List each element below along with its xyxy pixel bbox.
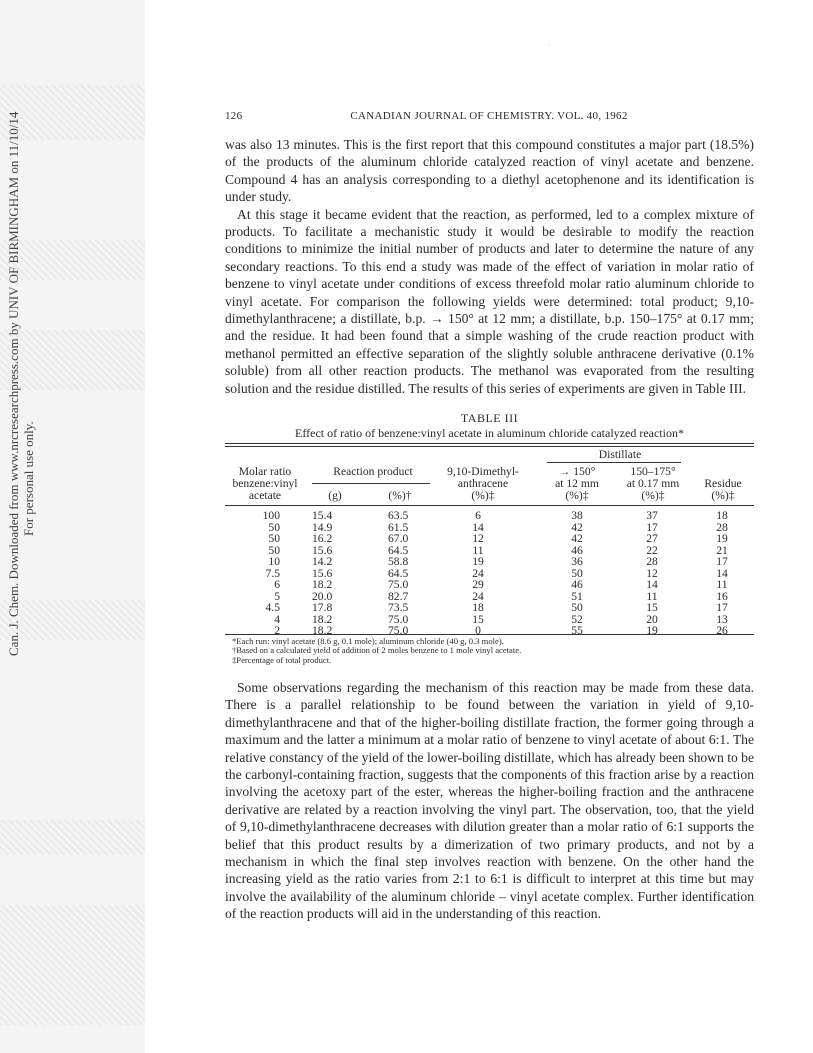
table-cell: 19 [472,555,484,568]
download-watermark [6,112,36,656]
margin-speckle [0,820,145,855]
header-dimethylanthracene: 9,10-Dimethyl- anthracene (%)‡ [447,465,519,502]
table-cell: 75.0 [388,578,409,591]
watermark-line-2: For personal use only. [21,421,36,536]
table-cell: 58.8 [388,555,409,568]
table-cell: 12 [472,532,484,545]
table-cell: 26 [716,624,728,637]
table-cell: 15 [472,612,484,626]
table-cell: 67.0 [388,532,409,545]
table-cell: 20 [646,612,658,626]
table-cell: 17 [716,601,728,614]
footnote: ‡Percentage of total product. [232,654,332,665]
table-cell: 36 [571,555,583,568]
table-cell: 64.5 [388,543,409,557]
table-cell: 14.9 [312,520,333,534]
table-cell: 13 [716,612,728,626]
paragraph: was also 13 minutes. This is the first report that this compound constitutes a major part (18.5%) of the products of the aluminum chloride catalyzed reaction of vinyl acetate and benzene. Compound 4 has an analysis corresponding to a diethyl acetophenone and its identification is under study. [225,137,754,205]
footnote: †Based on a calculated yield of addition of 2 moles benzene to 1 mole vinyl acetate. [232,645,522,656]
table-cell: 21 [716,543,728,557]
table-cell: 14 [716,566,728,580]
table-cell: 17 [646,520,658,534]
table-cell: 18.2 [312,612,333,626]
header-molar-ratio: Molar ratio benzene:vinyl acetate [232,465,298,502]
table-cell: 42 [571,532,583,545]
table-cell: 15.6 [312,543,333,557]
table-cell: 46 [571,543,583,557]
table-cell: 82.7 [388,589,409,603]
table-cell: 75.0 [388,612,409,626]
table-cell: 28 [646,555,658,568]
table-cell: 14.2 [312,555,333,568]
table-cell: 4.5 [265,601,280,614]
table-cell: 11 [716,578,728,591]
table-footnotes [232,637,521,665]
table-cell: 50 [571,601,583,614]
table-title: Effect of ratio of benzene:vinyl acetate in aluminum chloride catalyzed reaction* [295,426,684,440]
table-cell: 50 [268,532,280,545]
table-cell: 61.5 [388,520,409,534]
table-cell: 11 [472,543,484,557]
table-cell: 16.2 [312,532,333,545]
paragraph: Some observations regarding the mechanism of this reaction may be made from these data. There is a parallel relationship to be found between the variation in yield of 9,10-dimethylanthracene and that of the higher-boiling distillate fraction, the former going through a maximum and the latter a minimum at a molar ratio of benzene to vinyl acetate of about 6:1. The relative constancy of the yield of the lower-boiling distillate, which has already been shown to be the carbonyl-containing fraction, suggests that the components of this fraction arise by a reaction involving the acetoxy part of the ester, whereas the higher-boiling fraction and the anthracene derivative are related by a reaction involving the vinyl part. The observation, too, that the yield of 9,10-dimethylanthracene decreases with dilution greater than a molar ratio of 6:1 supports the belief that this product results by a dimerization of two primary products, and not by a mechanism in which the final step involves reaction with benzene. On the other hand the increasing yield as the ratio varies from 2:1 to 6:1 is difficult to interpret at this time but may involve the availability of the aluminum chloride – vinyl acetate complex. Further identification of the reaction products will aid in the understanding of this reaction. [225,680,754,922]
table-cell: 50 [571,566,583,580]
table-cell: 6 [475,509,481,522]
column-residue [697,510,747,637]
column-ratio [240,510,280,637]
table-cell: 17.8 [312,601,333,614]
journal-title: CANADIAN JOURNAL OF CHEMISTRY. VOL. 40, 1962 [350,110,628,122]
table-cell: 37 [646,509,658,522]
table-cell: 73.5 [388,601,409,614]
margin-speckle [0,905,145,1025]
table-cell: 42 [571,520,583,534]
table-cell: 55 [571,624,583,637]
table-cell: 18 [716,509,728,522]
footnote: *Each run: vinyl acetate (8.6 g, 0.1 mole); aluminum chloride (40 g, 0.3 mole). [232,636,504,646]
column-percent [388,510,428,637]
table-cell: 46 [571,578,583,591]
table-cell: 19 [646,624,658,637]
column-dimethylanthracene [453,510,503,637]
table-cell: 38 [571,509,583,522]
table-cell: 64.5 [388,566,409,580]
table-cell: 18.2 [312,624,333,637]
table-cell: 50 [268,520,280,534]
table-cell: 15 [646,601,658,614]
table-cell: 5 [274,589,280,603]
header-bottom-rule [225,505,754,506]
table-cell: 51 [571,589,583,603]
table-cell: 29 [472,578,484,591]
table-cell: 18.2 [312,578,333,591]
header-distillate-175: 150–175° at 0.17 mm (%)‡ [626,465,680,502]
table-cell: 63.5 [388,509,409,522]
table-cell: 0 [475,624,481,637]
table-cell: 50 [268,543,280,557]
table-cell: 17 [716,555,728,568]
header-residue: Residue (%)‡ [704,477,742,502]
paragraph: At this stage it became evident that the reaction, as performed, led to a complex mixture of products. To facilitate a mechanistic study it would be desirable to modify the reaction conditions to minimize the initial number of products and later to determine the nature of any secondary reactions. To this end a study was made of the effect of variation in molar ratio of benzene to vinyl acetate under conditions of excess threefold molar ratio aluminum chloride to vinyl acetate. For comparison the following yields were determined: total product; 9,10-dimethylanthracene; a distillate, b.p. → 150° at 12 mm; a distillate, b.p. 150–175° at 0.17 mm; and the residue. It had been found that a simple washing of the crude reaction product with methanol permitted an effective separation of the slightly soluble anthracene derivative (0.1% soluble) from all other reaction products. The methanol was evaporated from the resulting solution and the residue distilled. The results of this series of experiments are given in Table III. [225,206,754,396]
table-cell: 24 [472,566,484,580]
body-text-bottom [225,679,754,923]
body-text-top [225,136,754,397]
table-cell: 15.6 [312,566,333,580]
table-cell: 19 [716,532,728,545]
table-cell: 20.0 [312,589,333,603]
header-distillate-150: → 150° at 12 mm (%)‡ [555,465,599,502]
header-percent: (%)† [388,489,412,502]
distillate-span-rule [547,462,681,463]
table-cell: 100 [262,509,280,522]
table-cell: 10 [268,555,280,568]
watermark-line-1: Can. J. Chem. Downloaded from www.nrcresearchpress.com by UNIV OF BIRMINGHAM on 11/10/14 [6,111,21,656]
table-cell: 6 [274,578,280,591]
table-cell: 2 [274,624,280,637]
table-cell: 52 [571,612,583,626]
table-cell: 14 [472,520,484,534]
table-cell: 14 [646,578,658,591]
column-grams [312,510,352,637]
table-cell: 18 [472,601,484,614]
page-number: 126 [225,110,243,122]
header-reaction-product: Reaction product [333,465,413,478]
table-cell: 22 [646,543,658,557]
table-top-rule [225,443,754,447]
table-cell: 4 [274,612,280,626]
table-label: TABLE III [460,411,519,425]
scan-speck: · [548,40,551,50]
table-cell: 27 [646,532,658,545]
table-cell: 11 [646,589,658,603]
reaction-span-rule [312,483,430,484]
header-grams: (g) [328,489,342,502]
column-distillate-150 [552,510,602,637]
table-cell: 28 [716,520,728,534]
table-cell: 7.5 [265,566,280,580]
column-distillate-175 [627,510,677,637]
table-cell: 12 [646,566,658,580]
table-cell: 75.0 [388,624,409,637]
header-distillate: Distillate [598,448,642,461]
table-bottom-rule [225,634,754,635]
table-cell: 15.4 [312,509,333,522]
table-cell: 24 [472,589,484,603]
table-cell: 16 [716,589,728,603]
